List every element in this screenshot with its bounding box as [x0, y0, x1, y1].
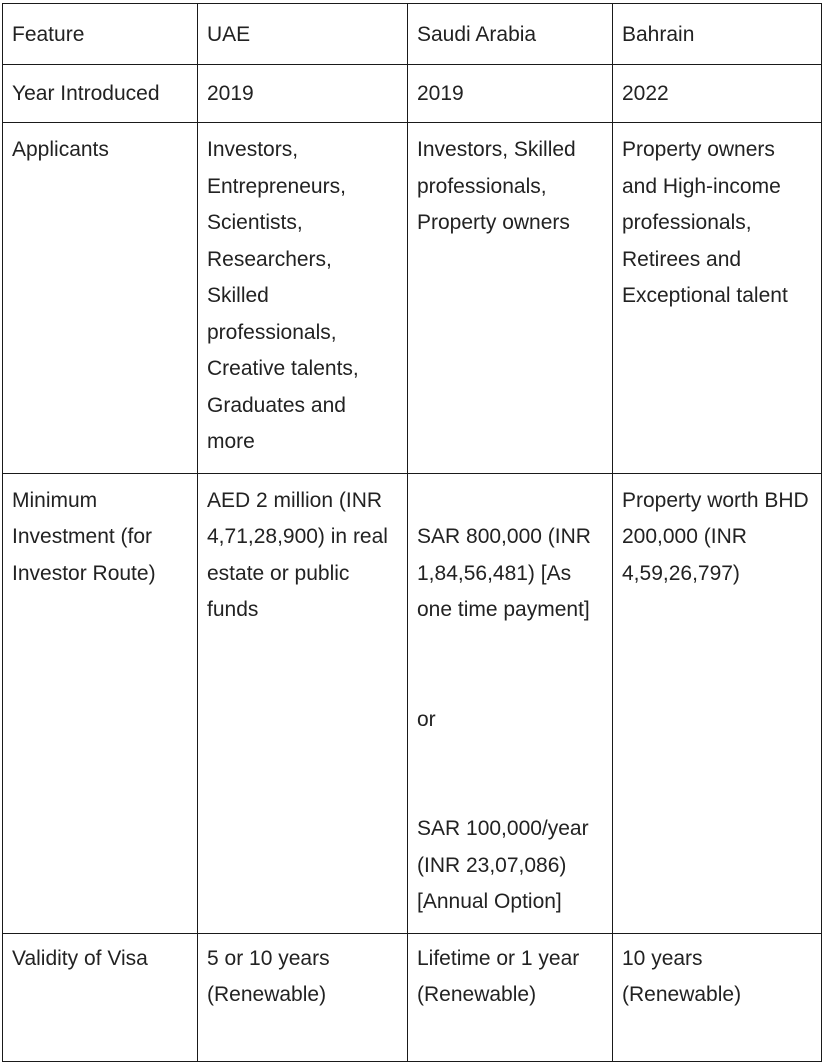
header-saudi-arabia: Saudi Arabia	[408, 4, 613, 65]
cell-saudi-applicants: Investors, Skilled professionals, Property owners	[408, 123, 613, 474]
cell-saudi-validity: Lifetime or 1 year (Renewable)	[408, 933, 613, 1061]
saudi-or-separator: or	[417, 707, 436, 731]
saudi-one-time-option: SAR 800,000 (INR 1,84,56,481) [As one time payment]	[417, 525, 591, 621]
row-label-validity: Validity of Visa	[3, 933, 198, 1061]
saudi-annual-option: SAR 100,000/year (INR 23,07,086) [Annual Option]	[417, 817, 589, 913]
visa-comparison-table	[2, 3, 822, 1062]
header-bahrain: Bahrain	[613, 4, 822, 65]
row-label-minimum-investment: Minimum Investment (for Investor Route)	[3, 473, 198, 933]
table-row	[3, 64, 822, 123]
cell-uae-validity: 5 or 10 years (Renewable)	[198, 933, 408, 1061]
header-uae: UAE	[198, 4, 408, 65]
table-row	[3, 473, 822, 933]
cell-saudi-investment	[408, 473, 613, 933]
cell-bahrain-validity: 10 years (Renewable)	[613, 933, 822, 1061]
row-label-year-introduced: Year Introduced	[3, 64, 198, 123]
table-row	[3, 123, 822, 474]
header-feature: Feature	[3, 4, 198, 65]
table-header-row	[3, 4, 822, 65]
table-row	[3, 933, 822, 1061]
cell-saudi-year: 2019	[408, 64, 613, 123]
cell-bahrain-year: 2022	[613, 64, 822, 123]
cell-uae-applicants: Investors, Entrepreneurs, Scientists, Researchers, Skilled professionals, Creative talents, Graduates and more	[198, 123, 408, 474]
row-label-applicants: Applicants	[3, 123, 198, 474]
cell-bahrain-applicants: Property owners and High-income professionals, Retirees and Exceptional talent	[613, 123, 822, 474]
cell-bahrain-investment: Property worth BHD 200,000 (INR 4,59,26,797)	[613, 473, 822, 933]
cell-uae-investment: AED 2 million (INR 4,71,28,900) in real estate or public funds	[198, 473, 408, 933]
cell-uae-year: 2019	[198, 64, 408, 123]
